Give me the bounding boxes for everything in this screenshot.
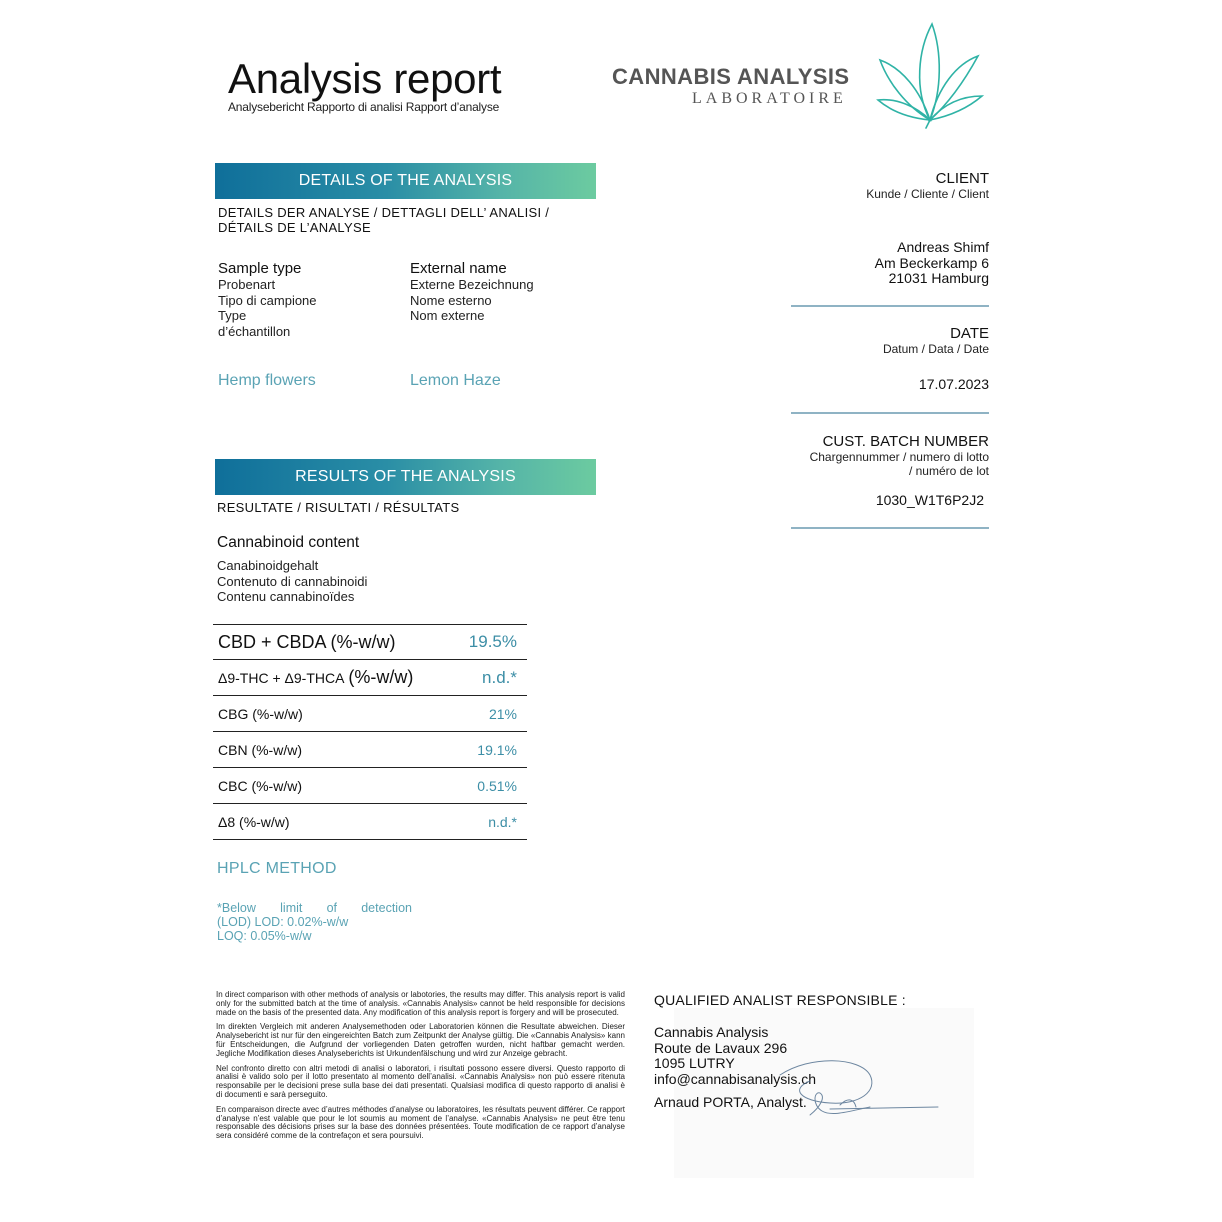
- report-subtitle: Analysebericht Rapporto di analisi Rapport d’analyse: [228, 100, 500, 114]
- cannabinoid-content-translation: Canabinoidgehalt: [217, 558, 319, 573]
- client-address: [875, 240, 989, 287]
- date-heading: DATE: [950, 325, 989, 342]
- batch-heading: CUST. BATCH NUMBER: [822, 433, 989, 450]
- external-name-block: [410, 260, 590, 324]
- analyte-value: 21%: [488, 705, 517, 722]
- analyte-value: 0.51%: [477, 777, 517, 794]
- table-row: [213, 624, 527, 660]
- analyte-unit: (%-w/w): [348, 667, 414, 687]
- company-name: Cannabis Analysis: [654, 1024, 769, 1040]
- cannabinoid-content-translation: Contenuto di cannabinoidi: [217, 573, 368, 589]
- external-name-translation: Nom externe: [410, 308, 485, 323]
- lod-line-2: (LOD) LOD: 0.02%-w/w: [217, 915, 349, 929]
- responsible-heading: QUALIFIED ANALIST RESPONSIBLE :: [654, 992, 906, 1008]
- analyte-name: [218, 667, 413, 688]
- lod-word: *Below: [217, 901, 256, 915]
- analyte-name-text: Δ9-THC + Δ9-THCA: [218, 670, 345, 686]
- analyte-value: n.d.*: [482, 667, 517, 687]
- analyte-name: CBG (%-w/w): [218, 705, 303, 722]
- date-heading-block: [883, 325, 989, 356]
- sample-type-translation: Tipo di campione: [218, 292, 317, 308]
- sample-type-value: Hemp flowers: [218, 372, 316, 389]
- results-table: [213, 624, 527, 840]
- company-email: info@cannabisanalysis.ch: [654, 1070, 817, 1087]
- table-row: [213, 660, 527, 696]
- date-subheading: Datum / Data / Date: [882, 342, 989, 356]
- analyte-name: CBD + CBDA (%-w/w): [218, 631, 396, 652]
- lod-line-1: [217, 901, 412, 915]
- legal-disclaimer: [216, 991, 625, 1147]
- company-city: 1095 LUTRY: [654, 1055, 735, 1071]
- logo-wordmark: CANNABIS ANALYSIS: [612, 64, 850, 89]
- client-heading-block: [866, 170, 989, 201]
- client-street: Am Beckerkamp 6: [874, 254, 989, 271]
- lod-word: detection: [361, 901, 412, 915]
- analyst-name: Arnaud PORTA, Analyst.: [654, 1094, 807, 1110]
- company-street: Route de Lavaux 296: [654, 1039, 788, 1056]
- sample-type-translation: Probenart: [218, 277, 276, 292]
- table-row: [213, 696, 527, 732]
- handwritten-signature: [770, 1045, 940, 1125]
- batch-value: 1030_W1T6P2J2: [875, 492, 984, 508]
- batch-subheading: Chargennummer / numero di lotto: [809, 450, 989, 464]
- date-value: 17.07.2023: [918, 376, 989, 392]
- cannabinoid-content-label: Cannabinoid content: [217, 534, 360, 551]
- client-subheading: Kunde / Cliente / Client: [866, 187, 989, 201]
- divider: [791, 527, 989, 529]
- disclaimer-fr: En comparaison directe avec d’autres méthodes d’analyse ou laboratoires, les résultats peuvent différer. Ce rapport d’analyse n’est valable que pour le lot soumis au moment de l’analyse. «Cannabis Analysis» ne peut être tenu responsable des décisions prises sur la base des données présentées. Toute modification de ce rapport d’analyse sera considéré comme de la contrefaçon et sera poursuivi.: [216, 1104, 625, 1141]
- external-name-translation: Nome esterno: [410, 292, 492, 308]
- divider: [791, 412, 989, 414]
- details-subheading: DETAILS DER ANALYSE / DETTAGLI DELL’ ANALISI / DÉTAILS DE L’ANALYSE: [218, 205, 550, 235]
- sample-type-block: [218, 260, 388, 339]
- analyte-name: CBC (%-w/w): [218, 777, 302, 794]
- client-name: Andreas Shimf: [897, 239, 989, 255]
- report-title: Analysis report: [228, 55, 502, 102]
- table-row: [213, 732, 527, 768]
- batch-heading-block: [810, 433, 989, 478]
- sample-type-label: Sample type: [218, 260, 302, 277]
- analyte-value: 19.5%: [468, 632, 517, 651]
- details-section-bar: DETAILS OF THE ANALYSIS: [215, 163, 596, 199]
- external-name-translation: Externe Bezeichnung: [410, 277, 534, 292]
- analyte-name: CBN (%-w/w): [218, 741, 302, 758]
- divider: [791, 305, 989, 307]
- results-section-bar: RESULTS OF THE ANALYSIS: [215, 459, 596, 495]
- disclaimer-en: In direct comparison with other methods of analysis or labotories, the results may differ. This analysis report is valid only for the submitted batch at the time of analysis. «Cannabis Analysis» cannot be held responsible for decisions made on the basis of the presented data. Any modification of this analysis report is forgery and will be prosecuted.: [216, 990, 625, 1017]
- logo-tagline: LABORATOIRE: [692, 90, 847, 107]
- external-name-label: External name: [410, 260, 507, 277]
- lod-word: limit: [280, 901, 303, 915]
- external-name-value: Lemon Haze: [410, 372, 501, 389]
- method-label: HPLC METHOD: [217, 860, 337, 877]
- batch-subheading: / numéro de lot: [908, 464, 989, 478]
- cannabinoid-content-block: [217, 534, 477, 605]
- analyte-name: Δ8 (%-w/w): [218, 813, 290, 830]
- loq-line: LOQ: 0.05%-w/w: [217, 929, 312, 943]
- client-heading: CLIENT: [935, 170, 989, 187]
- table-row: [213, 768, 527, 804]
- analyte-value: 19.1%: [477, 741, 517, 758]
- disclaimer-it: Nel confronto diretto con altri metodi di analisi o laboratori, i risultati possono essere diversi. Questo rapporto di analisi è valido solo per il lotto presentato al momento dell’analisi. «Cannabis Analysis» non può essere ritenuta responsabile per le decisioni prese sulla base dei dati presentati. Qualsiasi modifica di questo rapporto di analisi è di documenti e sarà perseguito.: [216, 1063, 625, 1099]
- table-row: [213, 804, 527, 840]
- sample-type-translation: Type: [218, 308, 247, 323]
- cannabinoid-content-translation: Contenu cannabinoïdes: [217, 589, 355, 604]
- cannabis-leaf-icon: [876, 20, 984, 130]
- results-subheading: RESULTATE / RISULTATI / RÉSULTATS: [217, 500, 460, 515]
- disclaimer-de: Im direkten Vergleich mit anderen Analysemethoden oder Laboratorien können die Resultate abweichen. Dieser Analysebericht ist nur für den eingereichten Batch zum Zeitpunkt der Analyse gültig. Die «Cannabis Analysis» kann für Entscheidungen, die Aufgrund der vorliegenden Daten getroffen wurden, nicht haftbar gemacht werden. Jegliche Modifikation dieses Analyseberichts ist Urkundenfälschung und wird zur Anzeige gebracht.: [216, 1022, 625, 1058]
- detection-limit-note: [217, 901, 412, 943]
- client-city: 21031 Hamburg: [888, 270, 989, 286]
- lod-word: of: [326, 901, 338, 915]
- sample-type-translation: d’échantillon: [218, 323, 291, 339]
- analyte-value: n.d.*: [488, 813, 517, 830]
